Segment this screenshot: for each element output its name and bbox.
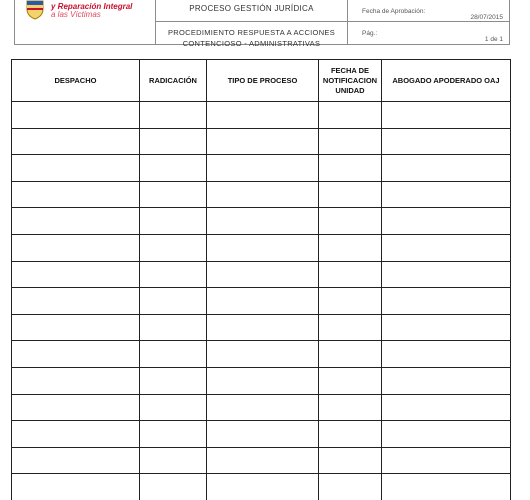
table-cell [382, 474, 511, 500]
table-cell [319, 447, 382, 474]
table-row [12, 128, 511, 155]
table-cell [382, 341, 511, 368]
table-cell [207, 314, 319, 341]
table-cell [319, 288, 382, 315]
column-header-fecha-notificacion: FECHA DE NOTIFICACION UNIDAD [319, 60, 382, 102]
column-header-abogado-apoderado: ABOGADO APODERADO OAJ [382, 60, 511, 102]
table-cell [319, 421, 382, 448]
page-number-value: 1 de 1 [484, 36, 503, 43]
table-cell [12, 208, 140, 235]
table-cell [382, 155, 511, 182]
table-cell [12, 288, 140, 315]
table-cell [207, 102, 319, 129]
table-cell [207, 447, 319, 474]
table-cell [12, 421, 140, 448]
procedure-title [160, 27, 343, 49]
procedure-title-line2: CONTENCIOSO - ADMINISTRATIVAS [182, 39, 321, 48]
table-cell [140, 102, 207, 129]
table-cell [319, 367, 382, 394]
process-title-cell [155, 0, 348, 22]
table-cell [319, 234, 382, 261]
approval-date-cell [347, 0, 510, 22]
table-row [12, 367, 511, 394]
table-cell [207, 474, 319, 500]
table-cell [140, 128, 207, 155]
table-cell [12, 447, 140, 474]
table-cell [207, 341, 319, 368]
page-number-label: Pág.: [362, 30, 378, 37]
table-row [12, 261, 511, 288]
table-cell [382, 208, 511, 235]
table-cell [207, 421, 319, 448]
table-cell [382, 128, 511, 155]
table-cell [207, 181, 319, 208]
table-cell [382, 261, 511, 288]
table-cell [319, 394, 382, 421]
table-row [12, 341, 511, 368]
table-cell [12, 234, 140, 261]
table-cell [382, 421, 511, 448]
table-cell [207, 394, 319, 421]
registry-table [11, 59, 511, 500]
table-cell [140, 234, 207, 261]
table-cell [140, 474, 207, 500]
coat-of-arms-icon [25, 0, 45, 20]
table-cell [140, 341, 207, 368]
table-cell [140, 447, 207, 474]
table-cell [382, 394, 511, 421]
table-row [12, 102, 511, 129]
table-header-row [12, 60, 511, 102]
table-cell [140, 394, 207, 421]
table-cell [207, 367, 319, 394]
table-cell [12, 181, 140, 208]
table-row [12, 447, 511, 474]
table-cell [382, 367, 511, 394]
table-cell [319, 341, 382, 368]
table-cell [382, 102, 511, 129]
table-cell [140, 181, 207, 208]
table-cell [140, 288, 207, 315]
document-header [14, 0, 510, 48]
table-cell [12, 314, 140, 341]
logo-cell [14, 0, 156, 45]
table-cell [382, 288, 511, 315]
process-title: PROCESO GESTIÓN JURÍDICA [189, 4, 314, 13]
table-cell [382, 447, 511, 474]
logo-text-line2: a las Víctimas [51, 10, 101, 19]
table-body [12, 102, 511, 500]
page-number-cell [347, 21, 510, 45]
table-cell [12, 261, 140, 288]
table-cell [12, 394, 140, 421]
table-cell [207, 234, 319, 261]
table-cell [140, 155, 207, 182]
column-header-radicacion: RADICACIÓN [140, 60, 207, 102]
table-cell [319, 102, 382, 129]
table-cell [207, 155, 319, 182]
table-cell [12, 128, 140, 155]
table-cell [319, 181, 382, 208]
column-header-tipo-de-proceso: TIPO DE PROCESO [207, 60, 319, 102]
table-cell [207, 208, 319, 235]
table-row [12, 421, 511, 448]
table-row [12, 394, 511, 421]
table-cell [140, 367, 207, 394]
approval-date-label: Fecha de Aprobación: [362, 8, 426, 15]
column-header-despacho: DESPACHO [12, 60, 140, 102]
approval-date-value: 28/07/2015 [470, 14, 503, 21]
table-cell [12, 367, 140, 394]
table-row [12, 208, 511, 235]
table-cell [382, 314, 511, 341]
table-row [12, 474, 511, 500]
table-cell [319, 208, 382, 235]
table-row [12, 155, 511, 182]
logo-text-line1: y Reparación Integral [51, 2, 133, 11]
table-cell [207, 288, 319, 315]
table-cell [12, 102, 140, 129]
table-cell [140, 261, 207, 288]
table-row [12, 181, 511, 208]
table-cell [319, 261, 382, 288]
procedure-title-line1: PROCEDIMIENTO RESPUESTA A ACCIONES [167, 28, 336, 37]
table-cell [140, 208, 207, 235]
table-cell [319, 474, 382, 500]
table-cell [207, 261, 319, 288]
table-cell [319, 128, 382, 155]
table-cell [319, 314, 382, 341]
table-cell [382, 181, 511, 208]
table-cell [12, 155, 140, 182]
table-cell [319, 155, 382, 182]
table-cell [12, 341, 140, 368]
table-row [12, 288, 511, 315]
table-row [12, 234, 511, 261]
table-cell [12, 474, 140, 500]
table-cell [140, 314, 207, 341]
table-row [12, 314, 511, 341]
table-cell [140, 421, 207, 448]
table-cell [207, 128, 319, 155]
procedure-title-cell [155, 21, 348, 48]
table-cell [382, 234, 511, 261]
